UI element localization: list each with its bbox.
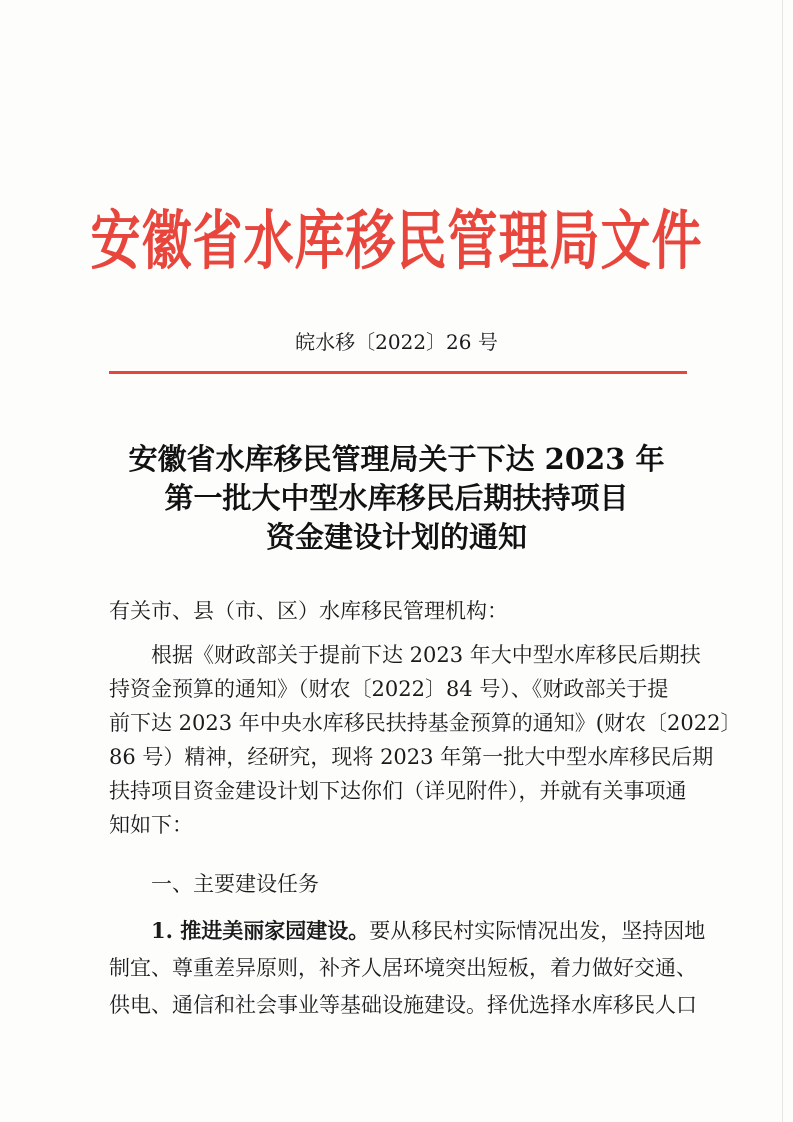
- red-separator-line: [109, 371, 687, 374]
- paragraph-2-line-2: 制宜、尊重差异原则，补齐人居环境突出短板，着力做好交通、: [109, 956, 697, 980]
- paragraph-1-line-2: 持资金预算的通知》（财农〔2022〕84 号）、《财政部关于提: [109, 677, 669, 701]
- paragraph-2-line-3: 供电、通信和社会事业等基础设施建设。择优选择水库移民人口: [109, 993, 697, 1017]
- document-number: 皖水移〔2022〕26 号: [295, 330, 498, 354]
- section-1-heading: 一、主要建设任务: [151, 872, 319, 896]
- paragraph-1-line-4: 86 号）精神，经研究，现将 2023 年第一批大中型水库移民后期: [109, 745, 714, 769]
- paragraph-2: [109, 912, 709, 1024]
- paragraph-2-lead: 1. 推进美丽家园建设。: [151, 918, 370, 943]
- agency-header-title: 安徽省水库移民管理局文件: [90, 202, 703, 279]
- paragraph-1: [109, 638, 742, 842]
- paragraph-2-line-1-rest: 要从移民村实际情况出发，坚持因地: [369, 919, 706, 943]
- paragraph-1-line-3: 前下达 2023 年中央水库移民扶持基金预算的通知》(财农〔2022〕: [109, 711, 742, 735]
- salutation: 有关市、县（市、区）水库移民管理机构：: [109, 599, 508, 623]
- paragraph-1-line-1: 根据《财政部关于提前下达 2023 年大中型水库移民后期扶: [151, 643, 701, 667]
- notice-title-line-1: 安徽省水库移民管理局关于下达 2023 年: [128, 442, 665, 476]
- paragraph-2-line-1: [109, 912, 709, 950]
- notice-title: [0, 440, 793, 557]
- scan-edge-line: [782, 0, 783, 1122]
- paragraph-1-line-5: 扶持项目资金建设计划下达你们（详见附件），并就有关事项通: [109, 779, 687, 803]
- paragraph-1-line-6: 知如下：: [109, 813, 193, 837]
- notice-title-line-2: 第一批大中型水库移民后期扶持项目: [164, 481, 629, 515]
- notice-title-line-3: 资金建设计划的通知: [265, 520, 527, 554]
